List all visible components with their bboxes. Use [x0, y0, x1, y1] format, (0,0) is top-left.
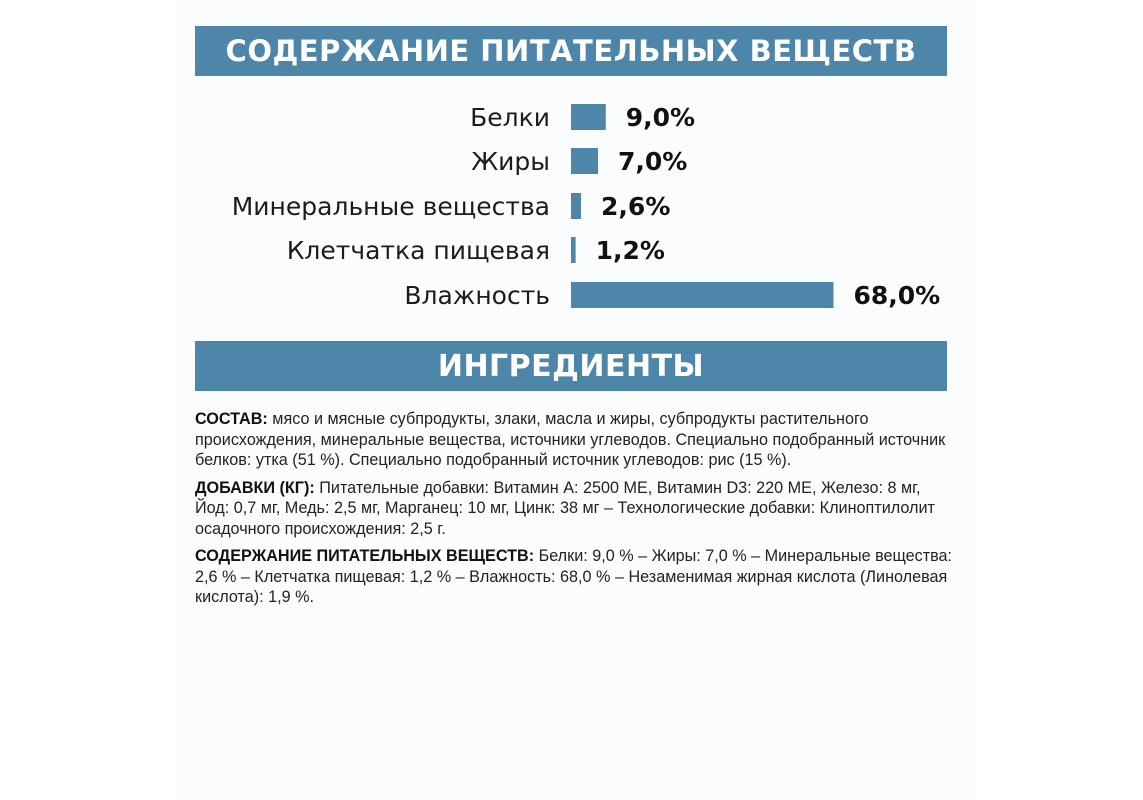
ingredients-title-banner: ИНГРЕДИЕНТЫ: [195, 341, 947, 391]
value-label: 1,2%: [595, 236, 665, 265]
category-label: Влажность: [404, 281, 550, 310]
bar: [571, 193, 581, 219]
nutrient-bar-chart: [0, 92, 1143, 322]
category-label: Минеральные вещества: [231, 192, 550, 221]
nutrients-title-banner: СОДЕРЖАНИЕ ПИТАТЕЛЬНЫХ ВЕЩЕСТВ: [195, 26, 947, 76]
value-label: 9,0%: [625, 103, 696, 132]
bar: [571, 104, 606, 130]
category-label: Белки: [470, 103, 550, 132]
value-label: 2,6%: [601, 192, 671, 221]
additives-text: Питательные добавки: Витамин А: 2500 МЕ, Витамин D3: 220 МЕ, Железо: 8 мг, Йод: 0,7 мг, Медь: 2,5 мг, Марганец: 10 мг, Цинк: 38 мг – Технологические добавки: Клиноптилолит осадочного происхождения: 2,5 г.: [195, 478, 935, 538]
nutrients-text: Белки: 9,0 % – Жиры: 7,0 % – Минеральные вещества: 2,6 % – Клетчатка пищевая: 1,2 % – Влажность: 68,0 % – Незаменимая жирная кислота (Линолевая кислота): 1,9 %.: [195, 547, 953, 606]
category-label: Жиры: [471, 147, 550, 176]
bar: [571, 282, 833, 308]
composition-label: СОСТАВ:: [195, 410, 268, 428]
value-label: 68,0%: [853, 281, 941, 310]
composition-text: мясо и мясные субпродукты, злаки, масла и жиры, субпродукты растительного происхождения, минеральные вещества, источники углеводов. Специально подобранный источник белков: утка (51 %). Специально подобранный источник углеводов: рис (15 %).: [195, 410, 946, 469]
additives-paragraph: [195, 478, 955, 540]
bar: [571, 148, 598, 174]
composition-paragraph: [195, 409, 955, 471]
nutrients-paragraph: [195, 546, 955, 608]
nutrients-label: СОДЕРЖАНИЕ ПИТАТЕЛЬНЫХ ВЕЩЕСТВ:: [195, 547, 535, 565]
additives-label: ДОБАВКИ (КГ):: [195, 478, 315, 497]
value-label: 7,0%: [618, 147, 688, 176]
bar: [571, 237, 576, 263]
category-label: Клетчатка пищевая: [286, 236, 550, 265]
ingredients-text-block: [195, 409, 955, 615]
